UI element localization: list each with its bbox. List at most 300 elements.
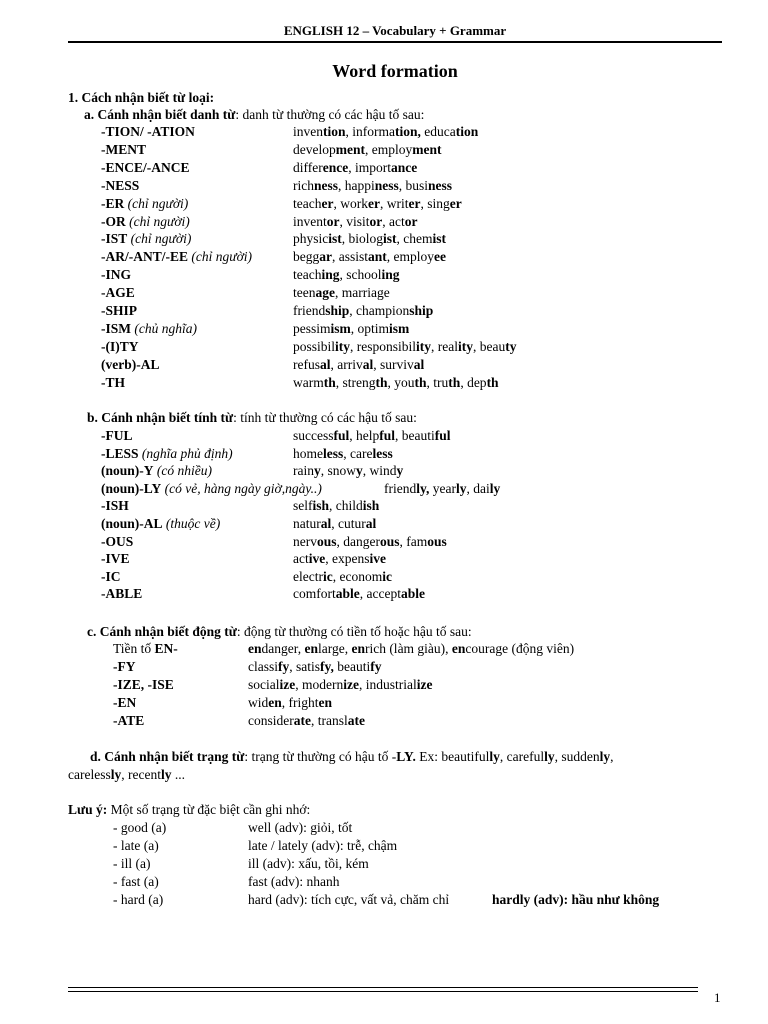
example-suffix: ish xyxy=(362,498,380,514)
example-stem: act xyxy=(293,551,309,567)
example-suffix: th xyxy=(486,374,499,390)
noun-heading xyxy=(84,106,424,123)
example-stem: import xyxy=(351,159,391,175)
affix-examples xyxy=(248,640,574,657)
affix-examples xyxy=(248,658,382,675)
example-stem: courage (động viên) xyxy=(465,641,575,656)
suffix-examples xyxy=(293,248,446,265)
suffix-examples xyxy=(293,585,425,602)
example-stem: visit xyxy=(342,213,370,229)
suffix-examples xyxy=(293,515,376,532)
noun-heading-label: a. Cánh nhận biết danh từ xyxy=(84,107,236,122)
example-suffix: ic xyxy=(382,568,392,584)
suffix-examples xyxy=(293,427,451,444)
suffix-note: (chỉ người) xyxy=(127,231,192,247)
example-stem: transl xyxy=(314,713,348,728)
example-punct: , xyxy=(466,480,470,496)
suffix-label: (noun)-LY xyxy=(101,480,162,496)
noun-heading-text: : danh từ thường có các hậu tố sau: xyxy=(235,107,425,122)
adverb-example-suffix: ly xyxy=(160,767,172,782)
suffix-row xyxy=(101,445,233,462)
affix-row xyxy=(113,658,136,675)
adverb-heading-label: d. Cánh nhận biết trạng từ xyxy=(90,749,245,764)
affix-examples xyxy=(248,676,433,693)
adjective-heading xyxy=(87,409,417,426)
example-stem: econom xyxy=(336,568,383,584)
affix-examples xyxy=(248,712,365,729)
example-punct: , xyxy=(339,213,343,229)
example-stem: surviv xyxy=(376,356,414,372)
example-stem: busi xyxy=(402,177,429,193)
example-stem: electr xyxy=(293,568,323,584)
affix-label: -ATE xyxy=(113,713,145,728)
example-punct: , xyxy=(281,695,286,710)
running-header: ENGLISH 12 – Vocabulary + Grammar xyxy=(283,23,507,38)
suffix-row xyxy=(101,427,133,444)
suffix-row xyxy=(101,480,322,497)
suffix-examples xyxy=(293,533,447,550)
example-suffix: al xyxy=(413,356,425,372)
suffix-examples xyxy=(293,177,452,194)
example-stem: warm xyxy=(293,374,324,390)
affix-label: -EN xyxy=(113,695,137,710)
example-punct: , xyxy=(431,338,435,354)
example-text xyxy=(248,677,433,692)
example-stem: danger, xyxy=(261,641,305,656)
example-suffix: th xyxy=(448,374,461,390)
example-suffix: ly xyxy=(489,480,501,496)
example-punct: , xyxy=(345,124,349,139)
affix-row xyxy=(113,712,144,729)
example-stem: real xyxy=(434,338,458,354)
example-stem: consider xyxy=(248,713,294,728)
suffix-note: (chỉ người) xyxy=(124,195,189,211)
example-stem: tru xyxy=(429,374,449,390)
example-suffix: ance xyxy=(390,159,418,175)
example-stem: natur xyxy=(293,516,321,531)
example-text xyxy=(248,641,574,656)
example-punct: , xyxy=(426,374,430,390)
adverb-example-suffix: ly xyxy=(489,749,500,764)
example-suffix: ize xyxy=(416,677,433,692)
example-stem: cutur xyxy=(334,516,366,531)
example-suffix: ic xyxy=(322,568,333,584)
example-stem: employ xyxy=(390,249,435,265)
example-stem: large, xyxy=(317,641,352,656)
example-suffix: tion xyxy=(323,124,346,139)
example-stem: fright xyxy=(285,695,319,710)
example-punct: , xyxy=(333,195,337,211)
suffix-row xyxy=(101,195,188,212)
affix-examples xyxy=(248,694,332,711)
example-punct: , xyxy=(348,159,352,175)
suffix-note: (có nhiều) xyxy=(153,463,212,479)
adverb-example-suffix: ly xyxy=(110,767,122,782)
note-adjective: - fast (a) xyxy=(113,874,159,889)
suffix-row xyxy=(101,320,197,337)
adverb-example: careless xyxy=(68,767,111,782)
suffix-label: (verb)-AL xyxy=(101,356,160,372)
suffix-examples xyxy=(293,195,462,212)
footer-rule xyxy=(68,991,698,992)
example-stem: friend xyxy=(293,303,326,318)
example-punct: , xyxy=(331,516,335,531)
note-heading xyxy=(68,801,310,818)
example-punct: , xyxy=(330,356,334,372)
suffix-row xyxy=(101,248,252,265)
example-punct: , xyxy=(396,231,400,247)
example-punct: , xyxy=(359,677,363,692)
example-suffix: th xyxy=(414,374,427,390)
suffix-note: (thuộc về) xyxy=(162,516,221,531)
example-text xyxy=(248,713,365,728)
example-suffix: al xyxy=(320,356,331,372)
example-suffix: ize xyxy=(279,677,296,692)
example-stem: teach xyxy=(293,195,322,211)
example-suffix: ful xyxy=(379,428,396,443)
adverb-punct: , xyxy=(610,749,614,764)
example-suffix: en xyxy=(451,641,466,656)
adjective-heading-label: b. Cánh nhận biết tính từ xyxy=(87,410,234,425)
adverb-example-suffix: ly xyxy=(544,749,555,764)
example-text xyxy=(293,249,446,264)
example-suffix: ing xyxy=(381,267,400,283)
suffix-examples xyxy=(293,356,424,373)
example-stem: year xyxy=(429,480,456,496)
header-rule xyxy=(68,41,722,43)
example-stem: teen xyxy=(293,285,316,301)
example-suffix: ar xyxy=(319,249,332,265)
example-suffix: en xyxy=(318,695,332,710)
suffix-row xyxy=(101,123,195,140)
suffix-label: -TH xyxy=(101,374,126,390)
example-suffix: ly xyxy=(455,480,467,496)
example-suffix: ant xyxy=(368,249,387,265)
suffix-examples xyxy=(293,550,386,567)
note-adjective: - late (a) xyxy=(113,838,159,853)
example-suffix: ous xyxy=(427,533,447,549)
adverb-example: Ex: beautiful xyxy=(415,749,490,764)
example-suffix: ish xyxy=(312,498,330,514)
suffix-row xyxy=(101,284,135,301)
example-stem: possibil xyxy=(293,338,336,354)
example-punct: , xyxy=(325,551,329,567)
suffix-label: -(I)TY xyxy=(101,338,139,354)
example-suffix: al xyxy=(362,356,374,372)
example-suffix: er xyxy=(408,195,421,211)
example-suffix: y xyxy=(396,463,404,479)
example-stem: rich xyxy=(293,177,314,193)
example-text xyxy=(293,178,452,193)
example-text xyxy=(293,569,392,584)
note-adverb: late / lately (adv): trễ, chậm xyxy=(248,838,398,853)
adverb-line-2 xyxy=(68,766,185,783)
example-stem: informa xyxy=(348,124,396,139)
example-punct: , xyxy=(350,320,355,336)
suffix-row xyxy=(101,213,190,230)
page-title: Word formation xyxy=(332,61,458,81)
example-suffix: ate xyxy=(347,713,365,728)
suffix-note: (chủ nghĩa) xyxy=(131,320,197,336)
example-text xyxy=(293,267,400,282)
suffix-examples xyxy=(293,230,446,247)
suffix-label: -ISM xyxy=(101,320,131,336)
note-text: Một số trạng từ đặc biệt cần ghi nhớ: xyxy=(107,802,311,817)
example-suffix: able xyxy=(335,586,360,602)
example-punct: , xyxy=(386,249,391,265)
suffix-label: -ISH xyxy=(101,498,129,514)
example-suffix: ist xyxy=(328,231,342,247)
suffix-label: (noun)-Y xyxy=(101,463,154,479)
example-text xyxy=(293,303,433,318)
page-number: 1 xyxy=(714,990,721,1005)
adverb-example: , recent xyxy=(121,767,161,782)
example-stem: inven xyxy=(293,124,323,139)
example-stem: refus xyxy=(293,356,320,372)
example-suffix: fy, xyxy=(320,659,334,674)
footer-rule xyxy=(68,987,698,988)
suffix-row xyxy=(101,585,142,602)
example-stem: dai xyxy=(469,480,490,496)
example-stem: wid xyxy=(248,695,269,710)
example-text xyxy=(293,534,447,549)
example-punct: , xyxy=(310,713,315,728)
example-stem: teach xyxy=(293,267,322,283)
example-stem: fam xyxy=(402,533,428,549)
suffix-label: -ING xyxy=(101,267,131,283)
example-punct: , xyxy=(289,659,293,674)
example-stem: responsibil xyxy=(353,338,417,354)
example-suffix: ize xyxy=(343,677,359,692)
suffix-label: -IVE xyxy=(101,551,130,567)
example-suffix: ment xyxy=(412,141,442,157)
example-stem: writ xyxy=(383,195,409,211)
suffix-row xyxy=(101,302,137,319)
example-suffix: ism xyxy=(330,320,351,336)
example-punct: , xyxy=(338,177,342,193)
example-stem: invent xyxy=(293,213,327,229)
suffix-examples xyxy=(293,462,403,479)
example-stem: optim xyxy=(354,320,390,336)
example-suffix: ive xyxy=(369,551,386,567)
example-suffix: al xyxy=(320,516,332,531)
example-suffix: ing xyxy=(321,267,340,283)
example-suffix: fy xyxy=(370,659,382,674)
example-stem: industrial xyxy=(362,677,417,692)
suffix-examples xyxy=(293,213,418,230)
example-suffix: less xyxy=(372,445,393,461)
example-punct: , xyxy=(343,445,347,461)
note-adverb: fast (adv): nhanh xyxy=(248,874,340,889)
example-stem: success xyxy=(293,428,334,443)
example-punct: , xyxy=(473,338,477,354)
suffix-row xyxy=(101,159,190,176)
example-suffix: fy xyxy=(278,659,290,674)
example-stem: beauti xyxy=(333,659,371,674)
example-text xyxy=(293,142,442,157)
suffix-examples xyxy=(293,338,516,355)
note-label: Lưu ý: xyxy=(68,802,108,817)
suffix-label: -SHIP xyxy=(101,303,138,318)
verb-heading-label: c. Cánh nhận biết động từ xyxy=(87,624,237,639)
example-text xyxy=(293,446,393,461)
example-suffix: or xyxy=(369,213,383,229)
verb-heading xyxy=(87,623,472,640)
example-suffix: th xyxy=(323,374,336,390)
example-text xyxy=(293,551,386,566)
example-suffix: ist xyxy=(383,231,397,247)
suffix-label: -NESS xyxy=(101,177,140,193)
example-text xyxy=(384,481,500,496)
suffix-label: -OR xyxy=(101,213,126,229)
suffix-row xyxy=(101,141,146,158)
example-suffix: ous xyxy=(317,533,337,549)
affix-type: Tiền tố xyxy=(113,641,155,656)
example-suffix: ee xyxy=(434,249,447,265)
example-stem: beau xyxy=(476,338,506,354)
example-stem: modern xyxy=(298,677,344,692)
example-stem: expens xyxy=(328,551,370,567)
adverb-example-suffix: ly xyxy=(599,749,611,764)
suffix-row xyxy=(101,266,131,283)
example-text xyxy=(293,586,425,601)
suffix-label: -ABLE xyxy=(101,586,143,602)
example-punct: , xyxy=(349,428,353,443)
example-suffix: en xyxy=(268,695,282,710)
affix-row xyxy=(113,676,174,693)
example-stem: work xyxy=(336,195,368,211)
example-text xyxy=(293,375,499,390)
example-punct: , xyxy=(365,141,369,157)
example-stem: differ xyxy=(293,159,323,175)
example-punct: , xyxy=(329,498,333,514)
example-suffix: er xyxy=(321,195,334,211)
suffix-examples xyxy=(293,374,499,391)
example-suffix: ive xyxy=(308,551,326,567)
suffix-row xyxy=(101,177,139,194)
example-text xyxy=(293,339,516,354)
suffix-label: -AGE xyxy=(101,285,135,301)
adverb-example: , careful xyxy=(499,749,545,764)
example-stem: rich (làm giàu), xyxy=(364,641,452,656)
example-text xyxy=(293,516,376,531)
example-punct: , xyxy=(350,338,354,354)
suffix-examples xyxy=(293,320,409,337)
example-stem: care xyxy=(346,445,373,461)
note-adverb: hard (adv): tích cực, vất vả, chăm chỉ xyxy=(248,892,450,907)
example-suffix: ness xyxy=(314,177,339,193)
example-suffix: th xyxy=(375,374,388,390)
suffix-examples xyxy=(293,445,393,462)
affix-label: -FY xyxy=(113,659,136,674)
example-suffix: en xyxy=(304,641,318,656)
example-stem: champion xyxy=(352,303,410,318)
suffix-label: -OUS xyxy=(101,533,134,549)
example-stem: wind xyxy=(366,463,397,479)
example-suffix: able xyxy=(400,586,425,602)
example-punct: , xyxy=(335,285,339,301)
example-punct: , xyxy=(349,303,353,318)
suffix-label: -TION/ -ATION xyxy=(101,124,195,139)
suffix-row xyxy=(101,356,159,373)
suffix-row xyxy=(101,338,139,355)
example-punct: , xyxy=(395,428,399,443)
example-text xyxy=(293,160,417,175)
suffix-label: -LESS xyxy=(101,445,139,461)
note-adjective: - good (a) xyxy=(113,820,167,835)
suffix-note: (chỉ người) xyxy=(125,213,190,229)
example-suffix: al xyxy=(365,516,377,531)
example-stem: biolog xyxy=(345,231,384,247)
note-adjective: - hard (a) xyxy=(113,892,164,907)
example-punct: , xyxy=(341,231,346,247)
suffix-note: (có vẻ, hàng ngày giờ,ngày..) xyxy=(161,480,322,496)
example-punct: , xyxy=(362,463,367,479)
example-suffix: ate xyxy=(293,713,311,728)
suffix-label: -ENCE/-ANCE xyxy=(101,159,190,175)
example-punct: , xyxy=(332,249,336,265)
example-stem: beauti xyxy=(398,428,435,443)
example-suffix: age xyxy=(315,285,335,301)
example-stem: home xyxy=(293,445,323,461)
adverb-suffix: LY. xyxy=(396,749,416,764)
suffix-label: -MENT xyxy=(101,141,146,157)
example-stem: act xyxy=(385,213,405,229)
example-suffix: er xyxy=(449,195,462,211)
example-punct: , xyxy=(387,374,391,390)
suffix-row xyxy=(101,533,133,550)
example-stem: assist xyxy=(335,249,369,265)
note-extra: hardly (adv): hầu như không xyxy=(492,892,660,907)
example-stem: rain xyxy=(293,463,314,479)
example-punct: , xyxy=(373,356,377,372)
suffix-label: -IST xyxy=(101,231,128,247)
example-stem: pessim xyxy=(293,320,331,336)
example-punct: , xyxy=(336,533,340,549)
suffix-label: (noun)-AL xyxy=(101,516,163,531)
example-text xyxy=(248,659,382,674)
example-stem: physic xyxy=(293,231,329,247)
example-suffix: or xyxy=(404,213,418,229)
suffix-row xyxy=(101,568,121,585)
example-stem: marriage xyxy=(338,285,390,301)
example-text xyxy=(293,498,379,513)
section-heading: 1. Cách nhận biết từ loại: xyxy=(68,90,215,105)
suffix-label: -FUL xyxy=(101,428,133,443)
suffix-row xyxy=(101,515,220,532)
example-stem: snow xyxy=(324,463,357,479)
example-text xyxy=(293,285,390,300)
example-stem: accept xyxy=(363,586,401,602)
example-suffix: ity xyxy=(416,338,432,354)
example-stem: child xyxy=(332,498,363,514)
example-text xyxy=(293,214,418,229)
example-punct: , xyxy=(420,195,424,211)
example-suffix: tion xyxy=(455,124,479,139)
example-punct: , xyxy=(332,568,337,584)
example-stem: chem xyxy=(399,231,433,247)
example-suffix: ness xyxy=(428,177,453,193)
suffix-row xyxy=(101,550,130,567)
example-text xyxy=(293,357,424,372)
suffix-examples xyxy=(293,266,400,283)
suffix-row xyxy=(101,230,191,247)
example-suffix: y xyxy=(356,463,363,479)
example-text xyxy=(293,124,478,139)
example-stem: dep xyxy=(463,374,487,390)
example-text xyxy=(293,231,446,246)
suffix-note: (nghĩa phủ định) xyxy=(138,445,233,461)
